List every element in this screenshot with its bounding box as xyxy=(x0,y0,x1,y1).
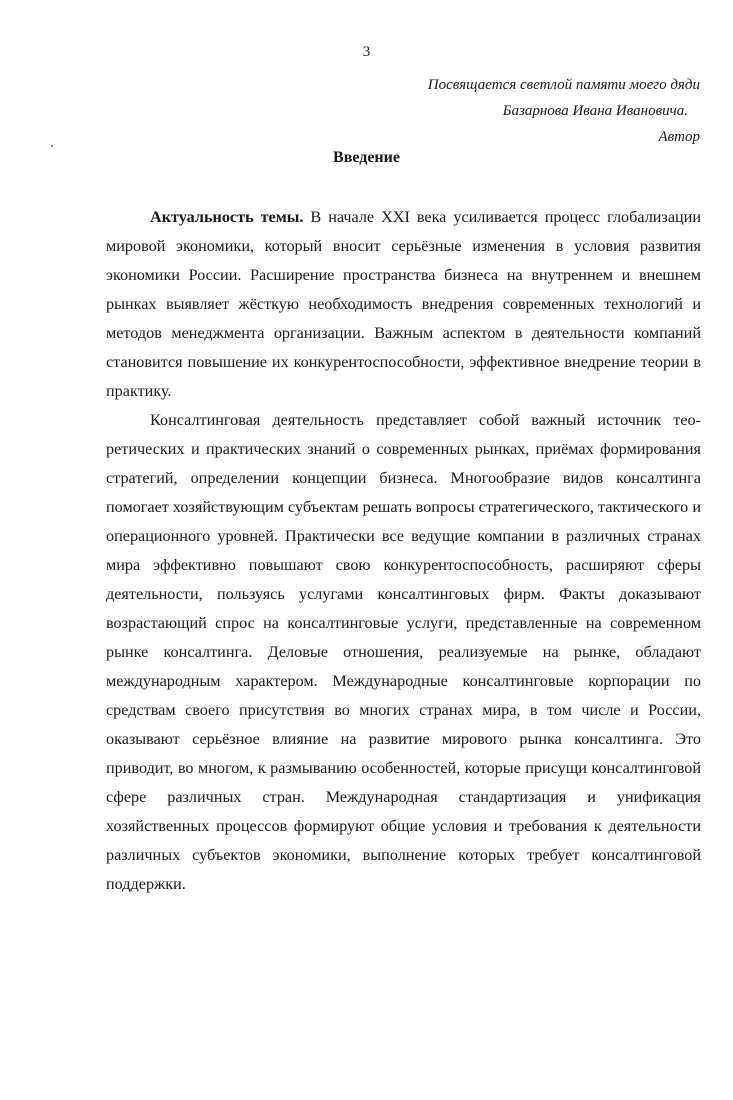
page-number: 3 xyxy=(362,44,371,60)
paragraph-text: В начале XXI века усиливается процесс глобализации мировой экономики, который вносит серьёзные изменения в условия развития экономики России. Расширение пространства бизнеса на внутреннем и внешнем рынках выявляет жёсткую необходимость внедрения современных технологий и методов менеджмента организации. Важным аспектом в деятельности компаний становится повышение их конкурентоспособности, эффективное внедрение теории в практику. xyxy=(106,208,701,400)
dedication-line-1: Посвящается светлой памяти моего дяди xyxy=(427,77,700,93)
dedication-line-2: Базарнова Ивана Ивановича. xyxy=(502,103,688,119)
scan-speck xyxy=(51,145,53,147)
body-text xyxy=(106,203,701,899)
dedication xyxy=(200,72,700,150)
section-heading: Введение xyxy=(333,149,400,166)
paragraph-relevance xyxy=(106,203,701,406)
paragraph-consulting xyxy=(106,406,701,899)
lead-term: Актуальность темы. xyxy=(150,208,304,226)
paragraph-text: Консалтинговая деятельность представляет собой важный источник теоретических и практических знаний о современных рынках, приёмах формирования стратегий, определении концепции бизнеса. Многообразие видов консалтинга помогает хозяйствующим субъектам решать вопросы стратегического, тактического и операционного уровней. Практически все ведущие компании в различных странах мира эффективно повышают свою конкурентоспособность, расширяют сферы деятельности, пользуясь услугами консалтинговых фирм. Факты доказывают возрастающий спрос на консалтинговые услуги, представленные на современном рынке консалтинга. Деловые отношения, реализуемые на рынке, обладают международным характером. Международные консалтинговые корпорации по средствам своего присутствия во многих странах мира, в том числе и России, оказывают серьёзное влияние на развитие мирового рынка консалтинга. Это приводит, во многом, к размыванию особенностей, которые присущи консалтинговой сфере различных стран. Международная стандартизация и унификация хозяйственных процессов формируют общие условия и требования к деятельности различных субъектов экономики, выполнение которых требует консалтинговой поддержки. xyxy=(106,411,701,893)
dedication-author: Автор xyxy=(658,129,700,145)
